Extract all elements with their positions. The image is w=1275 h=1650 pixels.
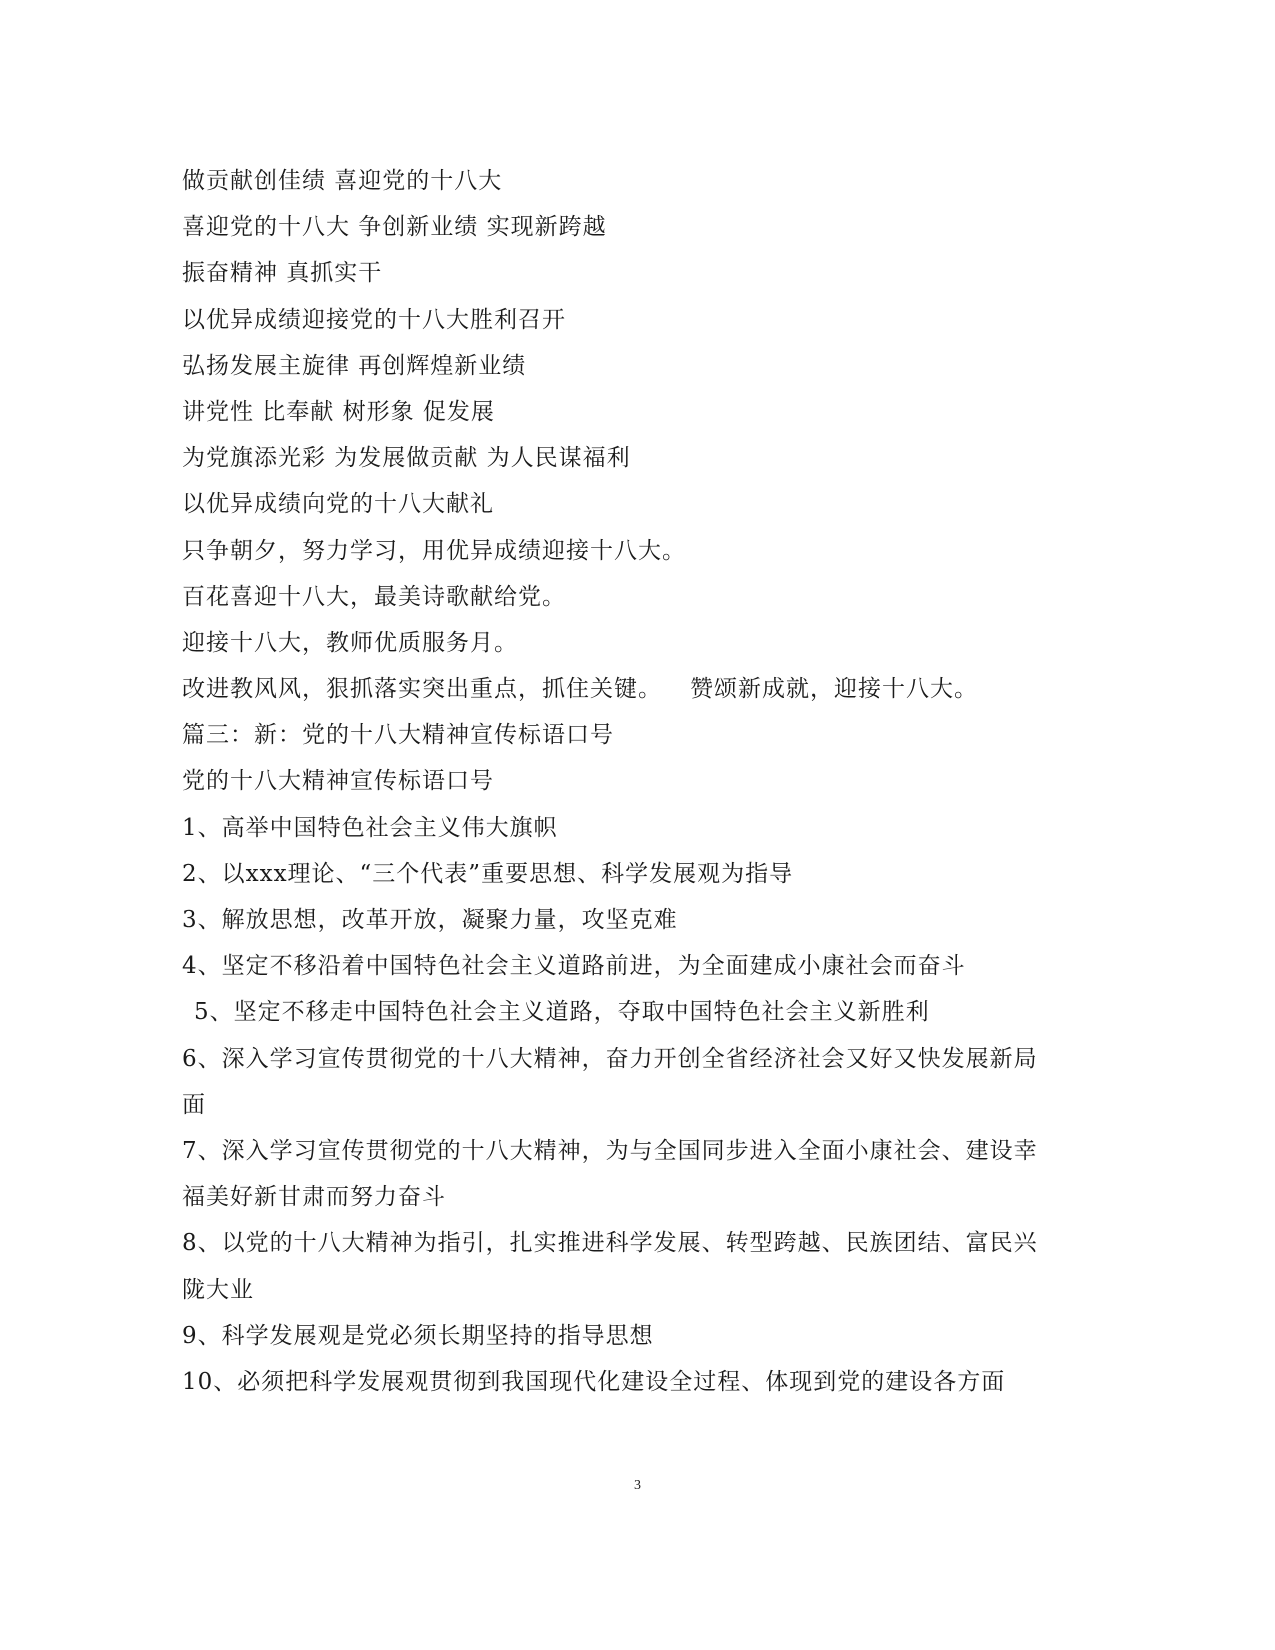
slogan-line: 做贡献创佳绩 喜迎党的十八大 [182,168,503,194]
numbered-item-continued: 福美好新甘肃而努力奋斗 [182,1184,446,1211]
numbered-item: 5、坚定不移走中国特色社会主义道路，夺取中国特色社会主义新胜利 [194,999,930,1026]
document-body [182,158,1082,1405]
slogan-line: 百花喜迎十八大，最美诗歌献给党。 [182,583,566,610]
slogan-line: 以优异成绩迎接党的十八大胜利召开 [182,306,566,333]
slogan-text: 改进教风风，狠抓落实突出重点，抓住关键。 [182,676,662,703]
numbered-item: 4、坚定不移沿着中国特色社会主义道路前进，为全面建成小康社会而奋斗 [182,953,966,980]
slogan-line-combined [182,666,1082,712]
slogan-line: 为党旗添光彩 为发展做贡献 为人民谋福利 [182,445,631,472]
slogan-line: 振奋精神 真抓实干 [182,260,383,287]
numbered-item: 8、以党的十八大精神为指引，扎实推进科学发展、转型跨越、民族团结、富民兴 [182,1230,1038,1257]
numbered-item: 7、深入学习宣传贯彻党的十八大精神，为与全国同步进入全面小康社会、建设幸 [182,1137,1038,1164]
section-title: 党的十八大精神宣传标语口号 [182,768,494,795]
page-number: 3 [634,1478,641,1493]
slogan-line: 迎接十八大，教师优质服务月。 [182,629,518,656]
slogan-line: 只争朝夕，努力学习，用优异成绩迎接十八大。 [182,537,686,564]
numbered-item: 6、深入学习宣传贯彻党的十八大精神，奋力开创全省经济社会又好又快发展新局 [182,1045,1038,1072]
numbered-item-continued: 陇大业 [182,1276,254,1303]
slogan-line: 讲党性 比奉献 树形象 促发展 [182,398,495,425]
slogan-line: 弘扬发展主旋律 再创辉煌新业绩 [182,352,527,379]
section-heading: 篇三：新：党的十八大精神宣传标语口号 [182,722,614,749]
numbered-item: 3、解放思想，改革开放，凝聚力量，攻坚克难 [182,907,678,933]
numbered-item: 9、科学发展观是党必须长期坚持的指导思想 [182,1322,654,1349]
slogan-text: 赞颂新成就，迎接十八大。 [690,676,978,703]
numbered-item: 10、必须把科学发展观贯彻到我国现代化建设全过程、体现到党的建设各方面 [182,1368,1006,1395]
numbered-item: 2、以xxx理论、“三个代表”重要思想、科学发展观为指导 [182,860,794,887]
slogan-line: 以优异成绩向党的十八大献礼 [182,491,494,518]
numbered-item-continued: 面 [182,1091,206,1118]
slogan-line: 喜迎党的十八大 争创新业绩 实现新跨越 [182,214,607,241]
numbered-item: 1、高举中国特色社会主义伟大旗帜 [182,814,558,841]
